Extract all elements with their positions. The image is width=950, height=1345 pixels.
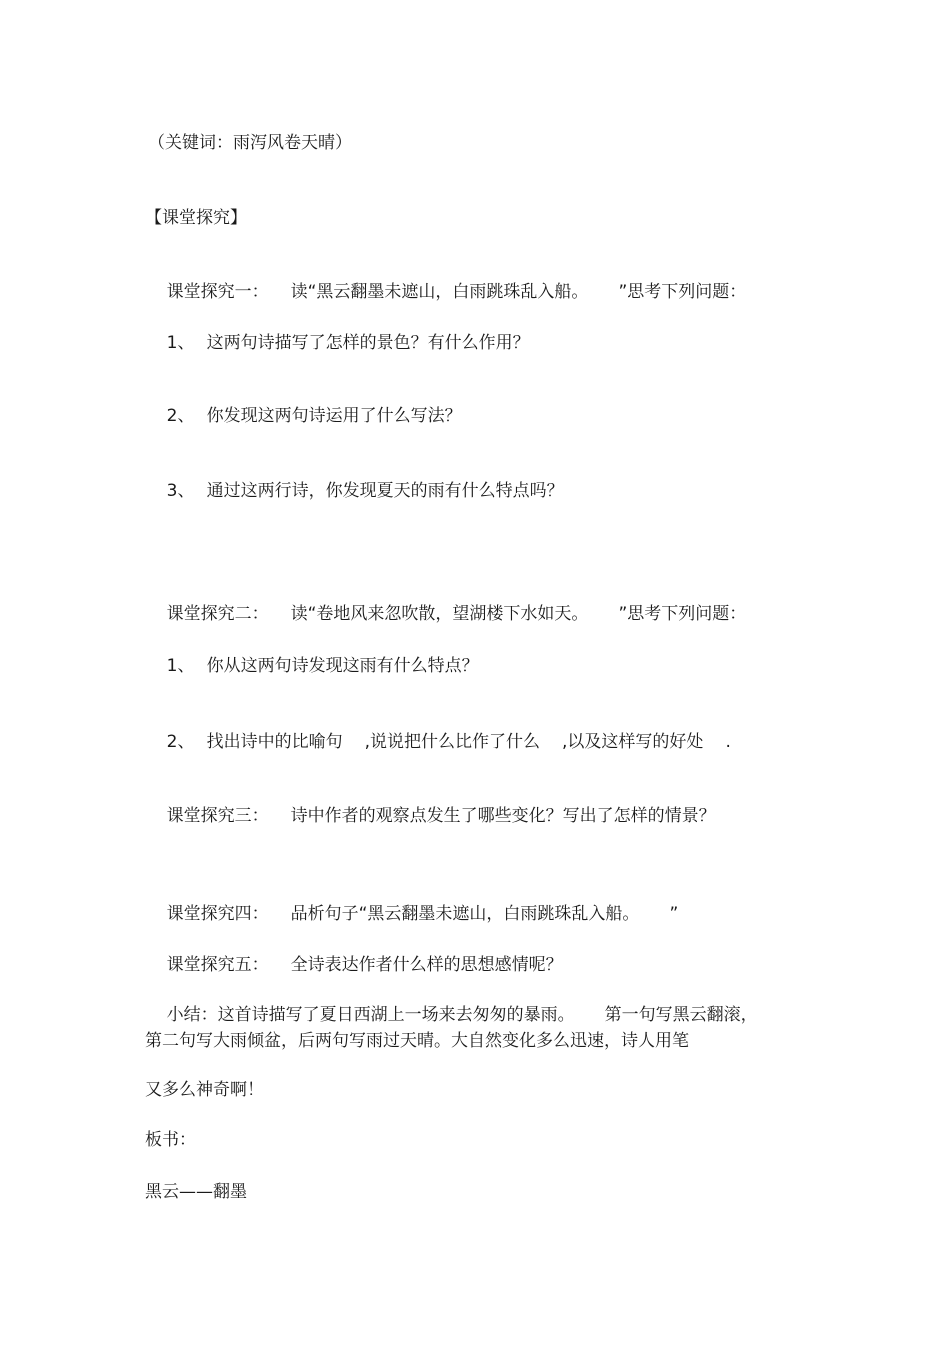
summary-text-b: 第一句写黑云翻滚， — [604, 1005, 758, 1025]
inquiry1-question-1 — [145, 307, 530, 379]
inquiry2-prompt-a: 读“卷地风来忽吹散，望湖楼下水如天。 — [290, 604, 589, 624]
inquiry2-question-2 — [145, 706, 731, 778]
board-label: 板书： — [145, 1130, 196, 1150]
inquiry4-text-b: ” — [669, 904, 679, 924]
question-number: 1、 — [166, 333, 195, 353]
inquiry2-label: 课堂探究二： — [166, 604, 269, 624]
inquiry4-text-a: 品析句子“黑云翻墨未遮山，白雨跳珠乱入船。 — [290, 904, 640, 924]
question-text-part: ,说说把什么比作了什么 — [364, 732, 541, 752]
board-item-1: 黑云——翻墨 — [145, 1182, 247, 1202]
summary-text-a: 小结：这首诗描写了夏日西湖上一场来去匆匆的暴雨。 — [166, 1005, 575, 1025]
question-text-part: 找出诗中的比喻句 — [206, 732, 343, 752]
question-text: 你发现这两句诗运用了什么写法？ — [206, 406, 462, 426]
keywords-line: （关键词：雨泻风卷天晴） — [148, 133, 352, 153]
inquiry2-question-1 — [145, 630, 479, 702]
inquiry5-text: 全诗表达作者什么样的思想感情呢？ — [290, 955, 563, 975]
question-text: 你从这两句诗发现这雨有什么特点？ — [206, 656, 479, 676]
inquiry3 — [145, 780, 716, 852]
question-text: 这两句诗描写了怎样的景色？有什么作用？ — [206, 333, 530, 353]
inquiry4-label: 课堂探究四： — [166, 904, 269, 924]
question-text: 通过这两行诗，你发现夏天的雨有什么特点吗？ — [206, 481, 564, 501]
question-number: 3、 — [166, 481, 195, 501]
summary-line-3: 又多么神奇啊！ — [145, 1080, 264, 1100]
question-text-part: . — [725, 732, 731, 752]
section-heading: 【课堂探究】 — [145, 208, 247, 228]
inquiry3-text: 诗中作者的观察点发生了哪些变化？写出了怎样的情景？ — [290, 806, 716, 826]
inquiry5-label: 课堂探究五： — [166, 955, 269, 975]
question-number: 2、 — [166, 732, 195, 752]
summary-line-2: 第二句写大雨倾盆，后两句写雨过天晴。大自然变化多么迅速，诗人用笔 — [145, 1031, 689, 1051]
question-number: 1、 — [166, 656, 195, 676]
question-text-part: ,以及这样写的好处 — [562, 732, 704, 752]
inquiry1-label: 课堂探究一： — [166, 282, 269, 302]
inquiry2-prompt-b: ”思考下列问题： — [618, 604, 747, 624]
inquiry1-question-2 — [145, 380, 462, 452]
inquiry1-question-3 — [145, 455, 564, 527]
inquiry1-prompt-b: ”思考下列问题： — [618, 282, 747, 302]
inquiry3-label: 课堂探究三： — [166, 806, 269, 826]
question-number: 2、 — [166, 406, 195, 426]
inquiry1-prompt-a: 读“黑云翻墨未遮山，白雨跳珠乱入船。 — [290, 282, 589, 302]
